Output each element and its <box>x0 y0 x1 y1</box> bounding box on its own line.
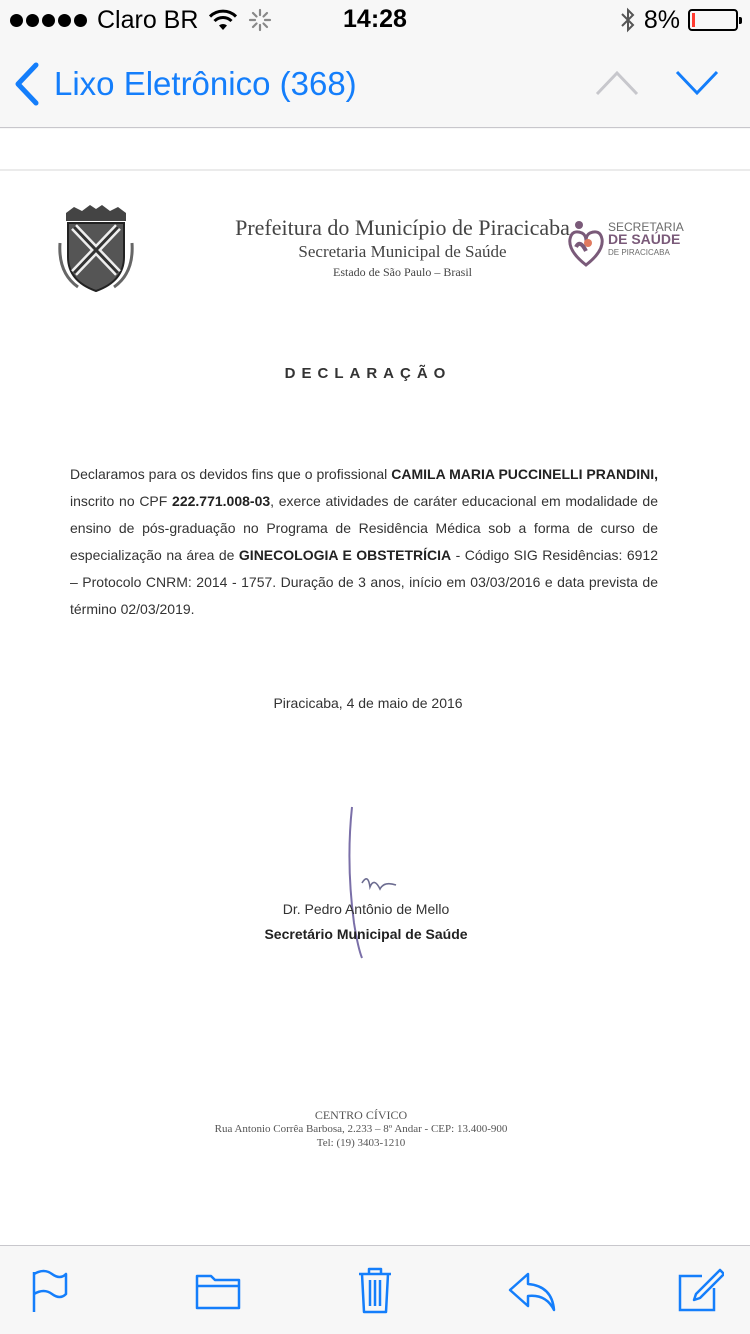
logo-top-text: SECRETARIA <box>608 220 684 234</box>
reply-icon <box>508 1266 556 1314</box>
bottom-toolbar <box>0 1245 750 1334</box>
compose-icon <box>676 1266 724 1314</box>
battery-percent: 8% <box>643 5 680 34</box>
back-label: Lixo Eletrônico (368) <box>54 65 357 102</box>
footer-line-3: Tel: (19) 3403-1210 <box>316 1137 406 1149</box>
logo-main-text: DE SAÚDE <box>608 231 681 247</box>
signer-name: Dr. Pedro Antônio de Mello <box>282 901 450 917</box>
specialty-area: GINECOLOGIA E OBSTETRÍCIA <box>238 547 452 563</box>
battery-icon <box>688 9 738 31</box>
status-bar <box>0 0 750 40</box>
document-title: DECLARAÇÃO <box>284 365 452 382</box>
signer-role: Secretário Municipal de Saúde <box>264 926 468 942</box>
header-line-1: Prefeitura do Município de Piracicaba <box>235 215 570 240</box>
body-text-2: inscrito no CPF <box>70 493 173 509</box>
nav-bar <box>0 40 750 128</box>
delete-button[interactable] <box>351 1266 399 1314</box>
declaration-body <box>70 461 658 623</box>
trash-icon <box>351 1266 399 1314</box>
body-text-1: Declaramos para os devidos fins que o profissional <box>70 466 392 482</box>
flag-icon <box>26 1266 74 1314</box>
chevron-up-icon[interactable] <box>594 68 640 98</box>
move-to-folder-button[interactable] <box>194 1266 242 1314</box>
health-secretariat-logo <box>566 217 686 273</box>
chevron-left-icon <box>14 62 40 106</box>
folder-icon <box>194 1266 242 1314</box>
bluetooth-icon <box>620 7 636 33</box>
logo-bottom-text: DE PIRACICABA <box>608 248 670 257</box>
document-date: Piracicaba, 4 de maio de 2016 <box>273 695 463 711</box>
attachment-document[interactable] <box>0 129 750 1245</box>
carrier-name: Claro BR <box>97 5 199 34</box>
compose-button[interactable] <box>676 1266 724 1314</box>
reply-button[interactable] <box>508 1266 556 1314</box>
flag-button[interactable] <box>26 1266 74 1314</box>
professional-name: CAMILA MARIA PUCCINELLI PRANDINI, <box>391 466 658 482</box>
footer-line-1: CENTRO CÍVICO <box>314 1108 408 1122</box>
heart-family-icon <box>566 217 606 273</box>
chevron-down-icon[interactable] <box>674 68 720 98</box>
back-button[interactable] <box>14 62 357 106</box>
cpf-number: 222.771.008-03 <box>172 493 271 509</box>
header-line-3: Estado de São Paulo – Brasil <box>333 265 472 279</box>
body-text-4: - Código SIG Residências: 6912 – Protocolo CNRM: 2014 - 1757. Duração de 3 anos, início em 03/03/2016 e data prevista de término 02/03/2019. <box>70 547 658 617</box>
footer-line-2: Rua Antonio Corrêa Barbosa, 2.233 – 8º Andar - CEP: 13.400-900 <box>214 1123 508 1135</box>
body-text-3: , exerce atividades de caráter educacional em modalidade de ensino de pós-graduação no Programa de Residência Médica sob a forma de curso de especialização na área de <box>70 493 659 563</box>
page-edge <box>0 169 750 171</box>
header-line-2: Secretaria Municipal de Saúde <box>298 242 507 261</box>
battery-fill <box>692 13 695 27</box>
clock: 14:28 <box>343 5 407 33</box>
